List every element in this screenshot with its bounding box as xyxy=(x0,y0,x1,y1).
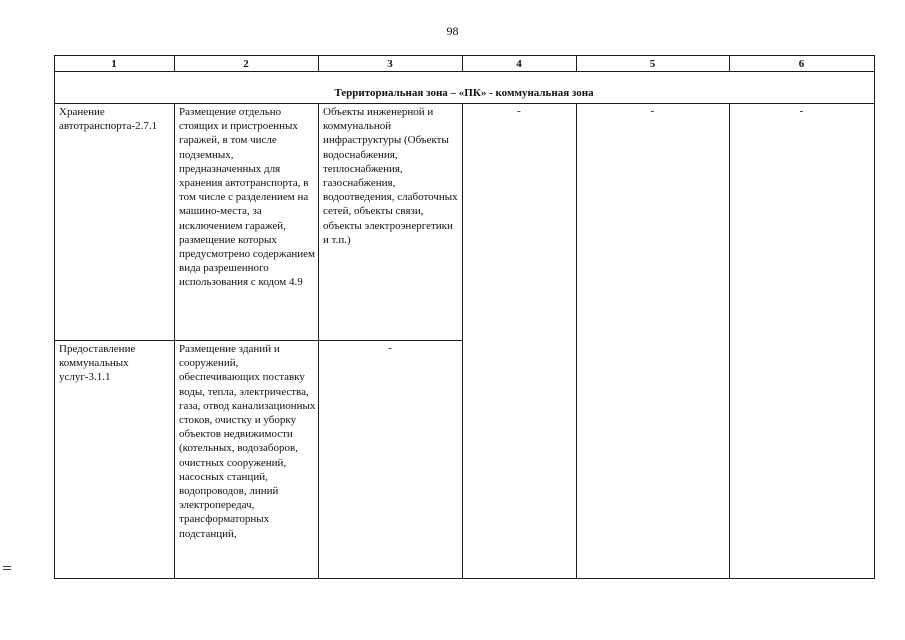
row1-col6-dash: - xyxy=(799,105,804,117)
column-header-1: 1 xyxy=(111,58,117,70)
row2-description: Размещение зданий и сооружений, обеспечивающих поставку воды, тепла, электричества, газа, отвод канализационных стоков, очистку и уборку объектов недвижимости (котельных, водозаборов, очистных сооружений, насосных станций, водопроводов, линий электропередач, трансформаторных подстанций, xyxy=(179,343,316,540)
margin-mark xyxy=(3,566,11,573)
row1-auxiliary-use: Объекты инженерной и коммунальной инфраструктуры (Объекты водоснабжения, теплоснабжения, газоснабжения, водоотведения, слаботочных сетей, объекты связи, объекты электроэнергетики и т.п.) xyxy=(323,106,458,246)
row1-use-type: Хранение автотранспорта-2.7.1 xyxy=(59,106,158,133)
row1-col4-dash: - xyxy=(517,105,521,117)
row2-col3-dash: - xyxy=(388,342,392,354)
row2-use-type: Предоставление коммунальных услуг-3.1.1 xyxy=(59,343,136,384)
row1-col5-dash: - xyxy=(650,105,655,117)
page-number: 98 xyxy=(446,24,459,38)
column-header-5: 5 xyxy=(649,58,656,70)
column-header-6: 6 xyxy=(798,58,805,70)
column-header-2: 2 xyxy=(243,58,249,70)
column-header-3: 3 xyxy=(387,58,393,70)
row1-description: Размещение отдельно стоящих и пристроенных гаражей, в том числе подземных, предназначенных для хранения автотранспорта, в том числе с разделением на машино-места, за исключением гаражей, размещение которых предусмотрено содержанием вида разрешенного использования с кодом 4.9 xyxy=(179,106,316,289)
zone-title: Территориальная зона – «ПК» - коммунальная зона xyxy=(334,87,594,99)
column-header-4: 4 xyxy=(516,58,522,70)
